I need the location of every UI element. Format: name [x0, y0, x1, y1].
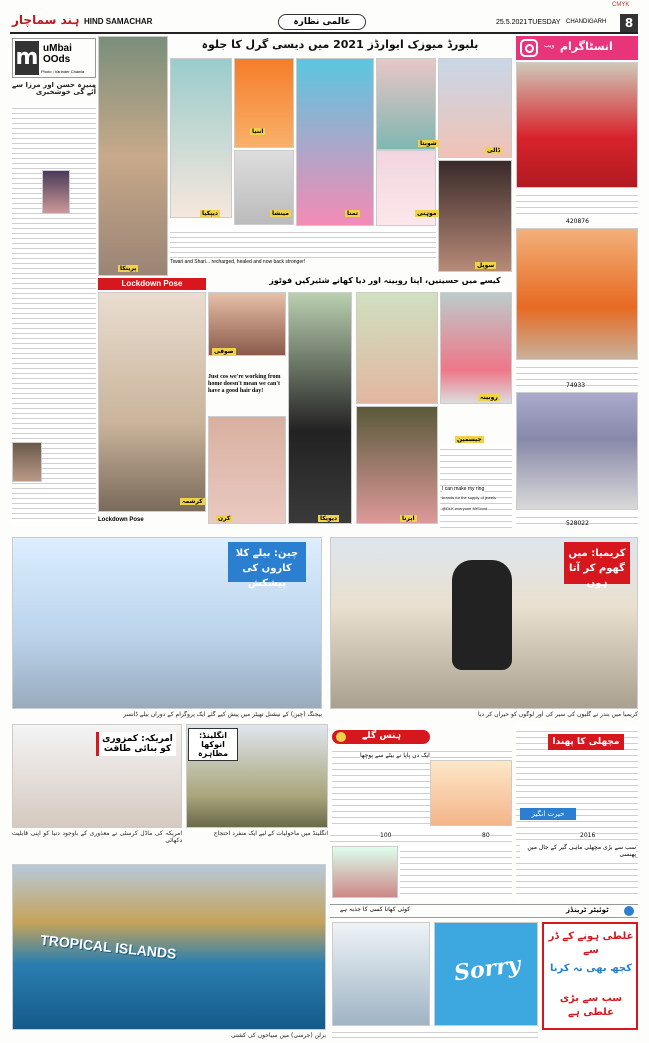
- quote-line-3: سب سے بڑی غلطی ہے: [559, 993, 623, 1018]
- insta-phone-2: 74933: [566, 382, 586, 389]
- china-caption: بیجنگ (چین) کے نیشنل تھیٹر میں پیش کیے گئے ایک پروگرام کے دوران بیلے ڈانسر: [123, 711, 322, 718]
- tag-aparna: اپرنا: [402, 515, 415, 522]
- brand-letter: m: [15, 41, 39, 75]
- issue-date: 25.5.2021: [496, 19, 528, 26]
- insta-phone-1: 420876: [566, 218, 589, 225]
- boat-caption: برلن (جرمنی) میں سیاحوں کی کشتی: [231, 1032, 326, 1039]
- lockdown-sign-en: @DLK.everyone MrScool: [442, 506, 488, 511]
- model-photo-7: [438, 58, 512, 158]
- tag-kiran: کرن: [218, 515, 231, 522]
- sorry-word: Sorry: [452, 951, 523, 987]
- twitter-caption: [332, 1028, 538, 1038]
- lockdown-headline: کیسے میں حسینیں، اپنا روبینہ اور دیا کھانے شئیرکیں فوٹوز: [269, 276, 501, 285]
- lockdown-photo-3: [208, 416, 286, 524]
- humor-body-2: [400, 846, 512, 898]
- tag-sofi: صوفی: [214, 348, 234, 355]
- left-photo-2: [12, 442, 42, 482]
- tag-ananya: اننیا: [252, 128, 264, 135]
- lockdown-caption-en: Lockdown Pose: [98, 517, 144, 523]
- lockdown-brands-en: brands for the supply of jewels: [442, 495, 497, 500]
- section-title: عالمی نظارہ: [278, 14, 366, 30]
- boat-sign: TROPICAL ISLANDS: [39, 931, 178, 962]
- insta-phone-3: 528022: [566, 520, 589, 527]
- twitter-tagline: کوئی کھانا کسی کا جذبہ ہے: [340, 906, 411, 913]
- lockdown-photo-5: [356, 292, 438, 404]
- lockdown-photo-4: [288, 292, 352, 524]
- tag-mohini: موہنی: [417, 210, 437, 217]
- publisher-name: HIND SAMACHAR: [84, 17, 153, 26]
- insta-photo-3: [516, 392, 638, 510]
- humor-title: ہنس گلے: [362, 731, 401, 741]
- plumber-cartoon: [332, 846, 398, 898]
- monkey-shape: [452, 560, 512, 670]
- lockdown-photo-main: [98, 292, 206, 512]
- tag-sopal: سوپل: [477, 262, 495, 269]
- fish-year: 2016: [580, 832, 596, 839]
- photo-credit: Photo : Varinder Chawla: [41, 69, 85, 74]
- priyanka-tag: پرینکا: [120, 265, 137, 272]
- issue-day: TUESDAY: [528, 19, 561, 26]
- tag-deepika: دیپکیا: [202, 210, 218, 217]
- tag-devika: دیویکا: [320, 515, 338, 522]
- lockdown-title: Lockdown Pose: [98, 278, 206, 290]
- quote-box: [542, 922, 638, 1030]
- tag-dolly: ڈالی: [487, 147, 501, 154]
- humor-scores: 100: [380, 832, 392, 839]
- page-number: 8: [620, 14, 638, 32]
- left-col-lead: منیزہ حسن اور مرزا سے آئے گی خوشخبری: [12, 82, 96, 96]
- model-photo-8: [438, 160, 512, 272]
- humor-jokes: ایک دن پاپا نے بیٹے سے پوچھا: [360, 752, 430, 759]
- brand-title: uMbai OOds: [43, 43, 72, 65]
- instagram-icon: [520, 39, 538, 57]
- billboard-body: [170, 228, 436, 258]
- left-photo-1: [42, 170, 70, 214]
- paper-logo: ہند سماچار: [12, 13, 80, 27]
- fish-para: سب سے بڑی مچھلی ماہی گیر کے جال میں پھنسی: [520, 844, 636, 858]
- model-photo-4: [296, 58, 374, 226]
- america-caption: امریکہ کی ماڈل کرسٹی نے معذوری کے باوجود دنیا کو اپنی قابلیت دکھائی: [12, 830, 182, 844]
- tag-meenakshi: مینشا: [272, 210, 289, 217]
- fish-sub: حیرت انگیز: [520, 808, 576, 820]
- tag-shweta: شویتا: [420, 140, 437, 147]
- billboard-headline: بلبورڈ میوزک ایوارڈز 2021 میں دیسی گرل کا جلوہ: [201, 38, 479, 51]
- insta-caption-1: [516, 190, 638, 218]
- lockdown-quote: Just cos we're working from home doesn't mean we can't have a good hair day!: [208, 374, 281, 394]
- tag-jasmin: جیسمین: [457, 436, 482, 443]
- instagram-sub: ویب: [544, 42, 555, 49]
- smiley-icon: [336, 732, 346, 742]
- twitter-icon: [624, 906, 634, 916]
- lockdown-photo-7: [440, 292, 512, 404]
- insta-photo-1: [516, 62, 638, 188]
- humor-phone: 80: [482, 832, 490, 839]
- cmyk-mark: CMYK: [612, 2, 630, 8]
- insta-photo-2: [516, 228, 638, 360]
- instagram-title: انسٹاگرام: [560, 40, 613, 53]
- model-photo-1: [170, 58, 232, 218]
- tag-tamanna: تمنا: [347, 210, 358, 217]
- crimea-caption: کریمیا میں بندر نے گلیوں کی سیر کی اور لوگوں کو حیران کر دیا: [477, 711, 638, 718]
- tag-karishma: کرشمہ: [182, 498, 203, 505]
- lockdown-insta-en: I can make my ring: [442, 486, 485, 492]
- fish-title: مچھلی کا پھندا: [548, 734, 624, 750]
- priyanka-photo: [98, 36, 168, 276]
- england-headline: انگلینڈ: انوکھا مظاہرہ: [188, 728, 238, 761]
- humor-cartoon: [430, 760, 512, 826]
- edition-city: CHANDIGARH: [566, 19, 607, 25]
- lockdown-photo-6: [356, 406, 438, 524]
- twitter-title: ٹوئیٹر ٹرینڈز: [566, 906, 609, 914]
- america-headline: امریکہ: کمزوری کو بنائی طاقت: [96, 732, 176, 756]
- england-caption: انگلینڈ میں ماحولیات کے لیے ایک منفرد احتجاج: [213, 830, 328, 837]
- tag-rubina: روبینہ: [480, 394, 498, 401]
- mumbai-brand: [12, 38, 96, 78]
- cartoon-1: [332, 922, 430, 1026]
- billboard-body-en: Tiwari and Shari... recharged, healed and now back stronger!: [170, 259, 306, 265]
- crimea-headline: کریمیا: میں گھوم کر آتا ہوں: [564, 542, 630, 584]
- china-headline: چین: بیلے کلا کاروں کی پیشکش: [228, 542, 306, 582]
- model-photo-5: [376, 58, 436, 150]
- lockdown-photo-2: [208, 292, 286, 356]
- quote-line-1: غلطی ہونے کے ڈر سے: [548, 931, 634, 956]
- quote-line-2: کچھ بھی نہ کرنا: [550, 963, 632, 974]
